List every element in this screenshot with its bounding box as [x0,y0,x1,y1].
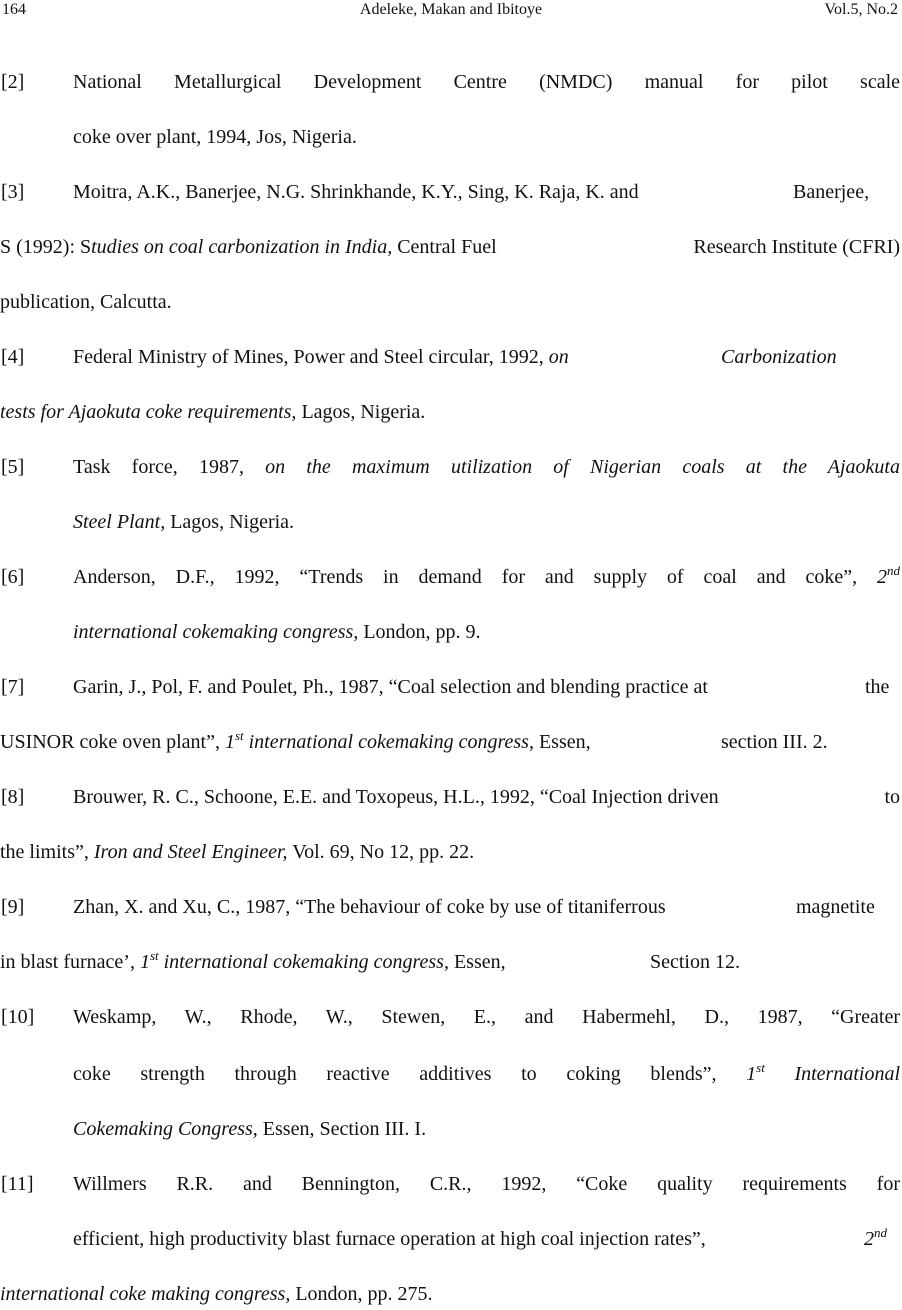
reference-section: Section 12. [650,951,740,973]
reference-number: [11] [1,1173,34,1195]
reference-text: USINOR coke oven plant”, 1st international cokemaking congress, Essen, [0,728,591,753]
reference-publisher: Research Institute (CFRI) [693,236,900,258]
reference-title: tudies on coal carbonization in India, [91,236,393,258]
reference-text: the limits”, Iron and Steel Engineer, Vol. 69, No 12, pp. 22. [0,841,475,863]
reference-text: Task force, 1987, on the maximum utilization of Nigerian coals at the Ajaokuta [73,456,900,478]
reference-text: Anderson, D.F., 1992, “Trends in demand for and supply of coal and coke”, 2nd [73,563,900,588]
reference-text: to [884,786,900,808]
reference-section: section III. 2. [721,731,828,753]
reference-number: [10] [1,1006,35,1028]
reference-text: publication, Calcutta. [0,291,172,313]
reference-number: [3] [1,181,25,203]
reference-number: [5] [1,456,25,478]
reference-number: [2] [1,71,25,93]
reference-text: international coke making congress, London, pp. 275. [0,1283,433,1305]
reference-number: [4] [1,346,25,368]
reference-title: Carbonization [721,346,837,368]
reference-text: 2nd [864,1225,887,1250]
reference-text: Moitra, A.K., Banerjee, N.G. Shrinkhande, K.Y., Sing, K. Raja, K. and [73,181,639,203]
reference-text: in blast furnace’, 1st international cokemaking congress, Essen, [0,948,506,973]
reference-text: Cokemaking Congress, Essen, Section III. I. [73,1118,427,1140]
header-authors: Adeleke, Makan and Ibitoye [359,1,543,18]
reference-number: [8] [1,786,25,808]
reference-text: Steel Plant, Lagos, Nigeria. [73,511,295,533]
reference-text: Zhan, X. and Xu, C., 1987, “The behaviour of coke by use of titaniferrous [73,896,666,918]
running-header [0,0,902,30]
reference-text: Garin, J., Pol, F. and Poulet, Ph., 1987, “Coal selection and blending practice at [73,676,708,698]
reference-text: Federal Ministry of Mines, Power and Steel circular, 1992, on [73,346,569,368]
reference-text: Weskamp, W., Rhode, W., Stewen, E., and Habermehl, D., 1987, “Greater [73,1006,900,1028]
reference-text: international cokemaking congress, London, pp. 9. [73,621,481,643]
reference-number: [9] [1,896,25,918]
reference-text: efficient, high productivity blast furnace operation at high coal injection rates”, [73,1228,706,1250]
reference-text: the [865,676,890,698]
reference-text: Willmers R.R. and Bennington, C.R., 1992, “Coke quality requirements for [73,1173,900,1195]
reference-text: S (1992): Studies on coal carbonization in India, Central Fuel [0,236,497,258]
reference-text: National Metallurgical Development Centre (NMDC) manual for pilot scale [73,71,900,93]
reference-text: magnetite [796,896,875,918]
header-volume: Vol.5, No.2 [824,1,898,18]
reference-text: coke over plant, 1994, Jos, Nigeria. [73,126,357,148]
reference-text: coke strength through reactive additives to coking blends”, 1st International [73,1060,901,1085]
page-number: 164 [2,1,26,18]
reference-number: [7] [1,676,25,698]
reference-text: Brouwer, R. C., Schoone, E.E. and Toxopeus, H.L., 1992, “Coal Injection driven [73,786,719,808]
reference-text: Banerjee, [793,181,870,203]
reference-text: tests for Ajaokuta coke requirements, Lagos, Nigeria. [0,401,426,423]
reference-number: [6] [1,566,25,588]
